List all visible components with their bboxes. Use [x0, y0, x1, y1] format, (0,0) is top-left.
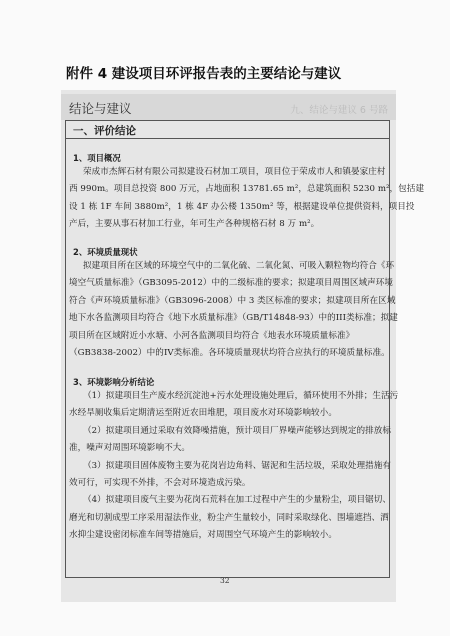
- text-line: 产后，主要从事石材加工行业，年可生产各种规格石材 8 万 m²。: [69, 219, 320, 230]
- text-line: 磨光和切割成型工序采用湿法作业，粉尘产生量较小，同时采取绿化、围墙遮挡、洒: [69, 512, 389, 523]
- text-line: 地下水各监测项目均符合《地下水质量标准》（GB/T14848-93）中的III类标准；拟建: [69, 313, 398, 324]
- faded-header-text: 九、结论与建议 6 号路: [290, 105, 388, 116]
- project-overview-text: [69, 164, 425, 234]
- divider: [65, 138, 390, 139]
- text-line: 拟建项目所在区域的环境空气中的二氧化硫、二氧化氮、可吸入颗粒物均符合《环: [83, 261, 395, 271]
- page-number: 32: [220, 576, 230, 585]
- environmental-quality-text: [69, 258, 398, 362]
- heading-project-overview: 1、项目概况: [73, 153, 121, 163]
- section-header-band: [61, 94, 396, 120]
- text-line: （4）拟建项目废气主要为花岗石荒料在加工过程中产生的少量粉尘，项目锯切、: [83, 495, 392, 506]
- text-line: 境空气质量标准》（GB3095-2012）中的二级标准的要求；拟建项目周围区域声环境: [69, 278, 394, 289]
- heading-environmental-quality: 2、环境质量现状: [73, 247, 138, 257]
- text-line: 水抑尘建设密闭标准车间等措施后，对周围空气环境产生的影响较小。: [69, 530, 337, 541]
- heading-impact-analysis: 3、环境影响分析结论: [73, 377, 155, 387]
- text-line: 设 1 栋 1F 车间 3880m²，1 栋 4F 办公楼 1350m² 等，根据建设单位提供资料，项目投: [69, 201, 415, 212]
- text-line: （3）拟建项目固体废物主要为花岗岩边角料、锯泥和生活垃圾，采取处理措施有: [83, 460, 392, 471]
- text-line: 水经旱厕收集后定期清运至附近农田堆肥，项目废水对环境影响较小。: [69, 408, 337, 419]
- text-line: （GB3838-2002）中的IV类标准。各环境质量现状均符合应执行的环境质量标准。: [69, 347, 390, 358]
- heading-evaluation-conclusion: 一、评价结论: [73, 125, 136, 137]
- text-line: 项目所在区域附近小水塘、小河各监测项目均符合《地表水环境质量标准》: [69, 330, 355, 341]
- annex-title: 附件 4 建设项目环评报告表的主要结论与建议: [66, 66, 342, 82]
- text-line: 西 990m。项目总投资 800 万元，占地面积 13781.65 m²，总建筑面积 5230 m²，包括建: [69, 184, 425, 195]
- text-line: 符合《声环境质量标准》（GB3096-2008）中 3 类区标准的要求；拟建项目所在区域: [69, 295, 396, 306]
- text-line: （2）拟建项目通过采取有效降噪措施，预计项目厂界噪声能够达到规定的排放标: [83, 425, 392, 436]
- impact-analysis-text: [69, 388, 399, 545]
- text-line: 准，噪声对周围环境影响不大。: [69, 443, 191, 454]
- section-title: 结论与建议: [69, 101, 132, 116]
- text-line: 效可行，可实现不外排，不会对环境造成污染。: [69, 477, 251, 488]
- text-line: （1）拟建项目生产废水经沉淀池+污水处理设施处理后，循环使用不外排；生活污: [83, 391, 399, 401]
- scanned-page: [61, 90, 425, 602]
- text-line: 荣成市杰辉石材有限公司拟建设石材加工项目，项目位于荣成市人和镇晏家庄村: [83, 167, 386, 177]
